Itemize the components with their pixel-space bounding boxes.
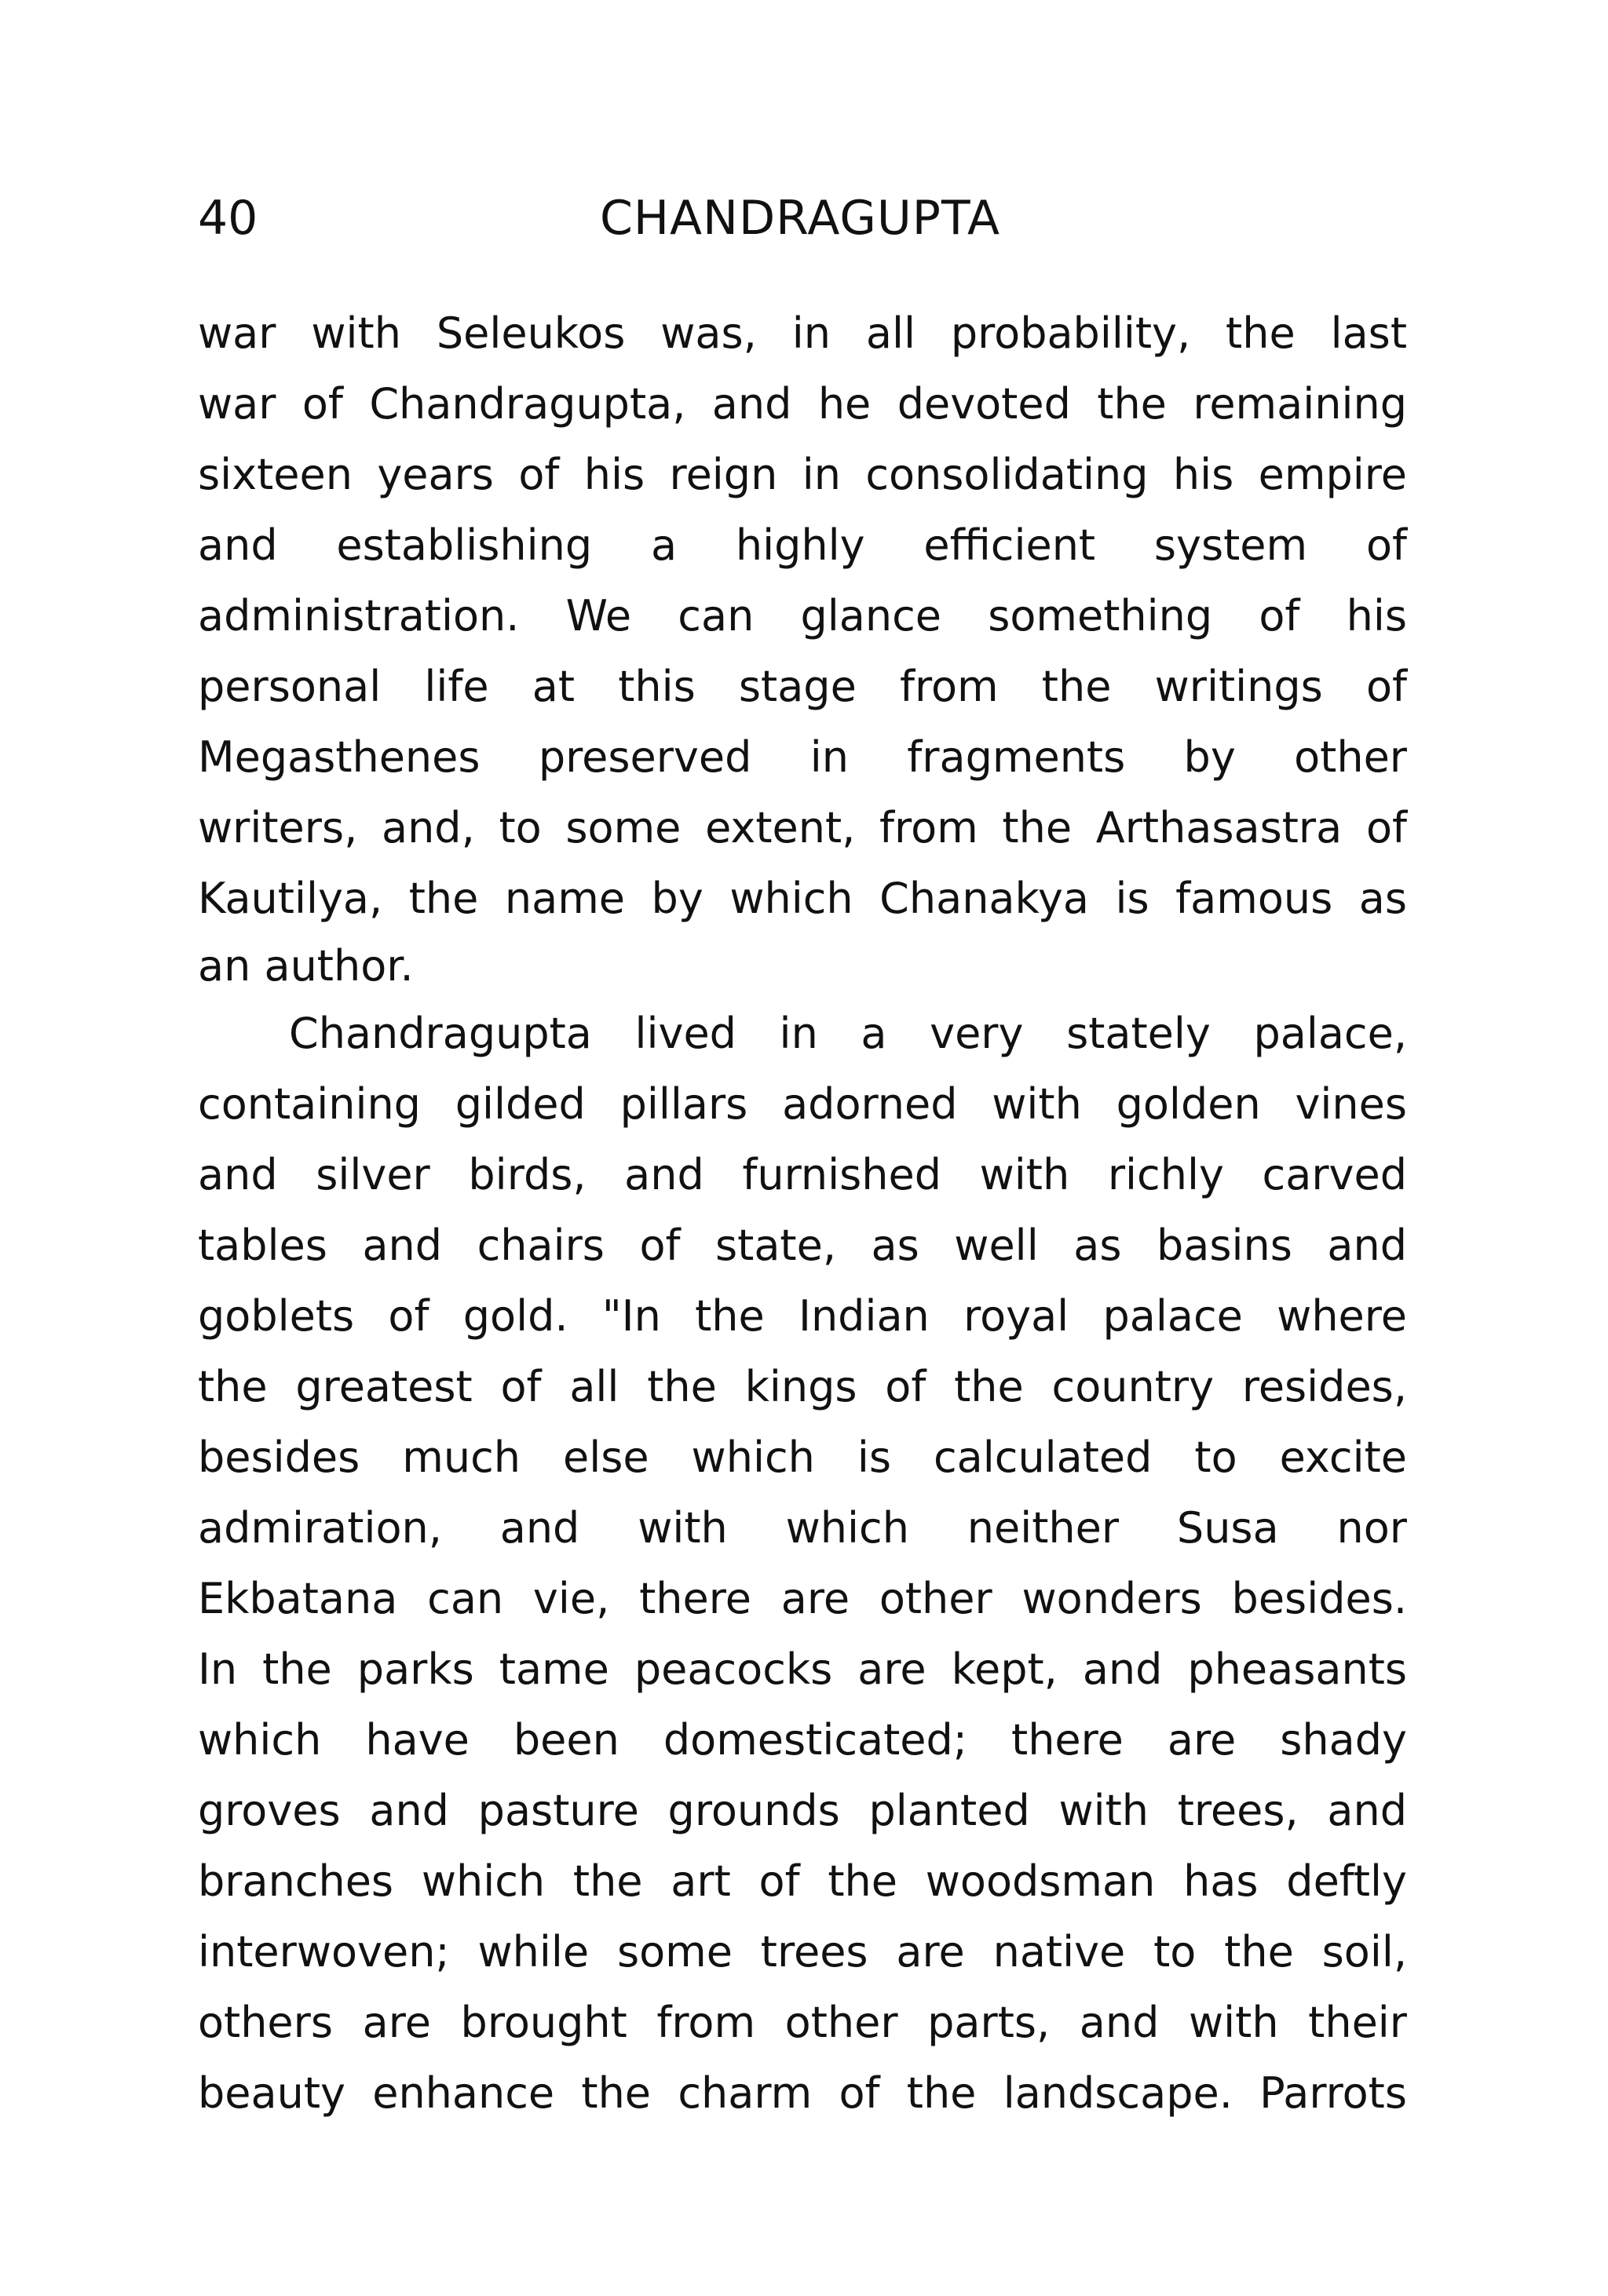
text-line: beauty enhance the charm of the landscape. Parrots: [198, 2068, 1407, 2118]
text-line: Megasthenes preserved in fragments by other: [198, 732, 1407, 782]
text-line: In the parks tame peacocks are kept, and pheasants: [198, 1644, 1407, 1694]
text-line: interwoven; while some trees are native to the soil,: [198, 1927, 1407, 1977]
text-line: Kautilya, the name by which Chanakya is famous as: [198, 874, 1407, 923]
paragraph-2: [198, 998, 1407, 2129]
text-line: tables and chairs of state, as well as basins and: [198, 1221, 1407, 1270]
text-line: goblets of gold. "In the Indian royal palace where: [198, 1291, 1407, 1341]
text-line: personal life at this stage from the writings of: [198, 662, 1407, 711]
text-line: the greatest of all the kings of the country resides,: [198, 1362, 1407, 1411]
text-line: and establishing a highly efficient system of: [198, 520, 1407, 570]
paragraph-1: [198, 298, 1407, 998]
page-number: 40: [198, 191, 258, 246]
running-title: CHANDRAGUPTA: [600, 191, 1001, 246]
text-line: groves and pasture grounds planted with trees, and: [198, 1786, 1407, 1835]
text-line: an author.: [198, 941, 414, 991]
body-text: [198, 298, 1407, 2129]
text-line: and silver birds, and furnished with richly carved: [198, 1150, 1407, 1199]
text-line: which have been domesticated; there are shady: [198, 1715, 1407, 1765]
text-line: containing gilded pillars adorned with golden vines: [198, 1079, 1407, 1129]
text-line: administration. We can glance something of his: [198, 591, 1407, 641]
page-header: [198, 187, 1407, 250]
text-line: writers, and, to some extent, from the Arthasastra of: [198, 803, 1407, 852]
text-line: branches which the art of the woodsman has deftly: [198, 1856, 1407, 1906]
text-line: sixteen years of his reign in consolidating his empire: [198, 450, 1407, 499]
text-line: Ekbatana can vie, there are other wonders besides.: [198, 1574, 1407, 1623]
text-line: Chandragupta lived in a very stately palace,: [289, 1009, 1407, 1058]
text-line: besides much else which is calculated to excite: [198, 1433, 1407, 1482]
text-line: others are brought from other parts, and with their: [198, 1998, 1407, 2047]
text-line: war with Seleukos was, in all probability, the last: [198, 308, 1407, 358]
text-line: war of Chandragupta, and he devoted the remaining: [198, 379, 1407, 429]
text-line: admiration, and with which neither Susa nor: [198, 1503, 1407, 1553]
